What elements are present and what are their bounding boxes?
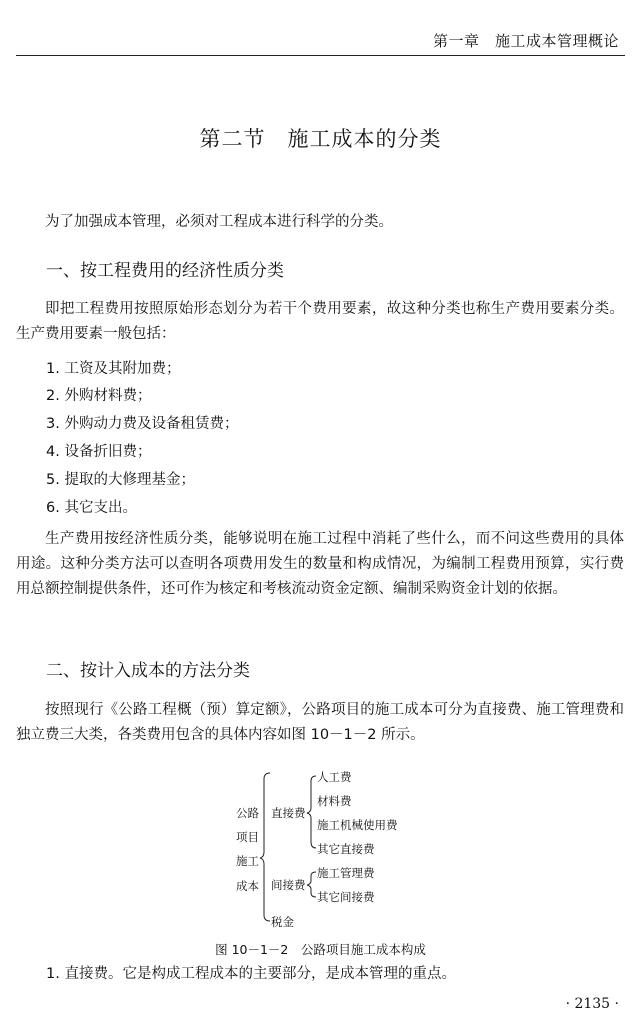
intro-paragraph: 为了加强成本管理，必须对工程成本进行科学的分类。: [45, 214, 393, 230]
figure-caption: 图 10－1－2 公路项目施工成本构成: [215, 942, 426, 957]
diagram-direct-cost: 直接费: [271, 806, 306, 820]
list-item: 5. 提取的大修理基金；: [46, 472, 195, 488]
diagram-direct-item: 施工机械使用费: [317, 818, 398, 832]
paragraph-direct-cost: 1. 直接费。它是构成工程成本的主要部分，是成本管理的重点。: [46, 966, 456, 982]
diagram-indirect-item: 施工管理费: [317, 866, 375, 880]
header-rule: [16, 55, 625, 56]
running-head: 第一章 施工成本管理概论: [432, 32, 619, 50]
diagram-direct-item: 其它直接费: [317, 842, 375, 856]
list-item: 3. 外购动力费及设备租赁费；: [46, 416, 239, 432]
page-number: · 2135 ·: [565, 996, 619, 1012]
diagram-indirect-item: 其它间接费: [317, 890, 375, 904]
diagram-direct-item: 材料费: [317, 794, 352, 808]
heading-economic-nature: 一、按工程费用的经济性质分类: [46, 261, 284, 281]
diagram-root-line: 项目: [236, 830, 259, 844]
diagram-root-line: 施工: [236, 854, 259, 868]
diagram-direct-item: 人工费: [317, 770, 352, 784]
list-item: 1. 工资及其附加费；: [46, 361, 181, 377]
list-item: 2. 外购材料费；: [46, 388, 152, 404]
diagram-tax: 税金: [271, 915, 294, 929]
list-item: 6. 其它支出。: [46, 500, 137, 516]
list-item: 4. 设备折旧费；: [46, 444, 152, 460]
section-title: 第二节 施工成本的分类: [199, 127, 442, 151]
diagram-indirect-cost: 间接费: [271, 878, 306, 892]
heading-cost-method: 二、按计入成本的方法分类: [46, 661, 250, 681]
paragraph-cost-elements: 即把工程费用按照原始形态划分为若干个费用要素，故这种分类也称生产费用要素分类。生产费用要素一般包括：: [16, 301, 624, 342]
diagram-root-line: 成本: [236, 879, 259, 893]
diagram-root-line: 公路: [236, 806, 259, 820]
paragraph-classification-effect: 生产费用按经济性质分类，能够说明在施工过程中消耗了些什么，而不问这些费用的具体用途。这种分类方法可以查明各项费用发生的数量和构成情况，为编制工程费用预算，实行费用总额控制提供条件，还可作为核定和考核流动资金定额、编制采购资金计划的依据。: [16, 531, 624, 597]
paragraph-cost-categories: 按照现行《公路工程概（预）算定额》，公路项目的施工成本可分为直接费、施工管理费和独立费三大类，各类费用包含的具体内容如图 10－1－2 所示。: [16, 702, 624, 743]
